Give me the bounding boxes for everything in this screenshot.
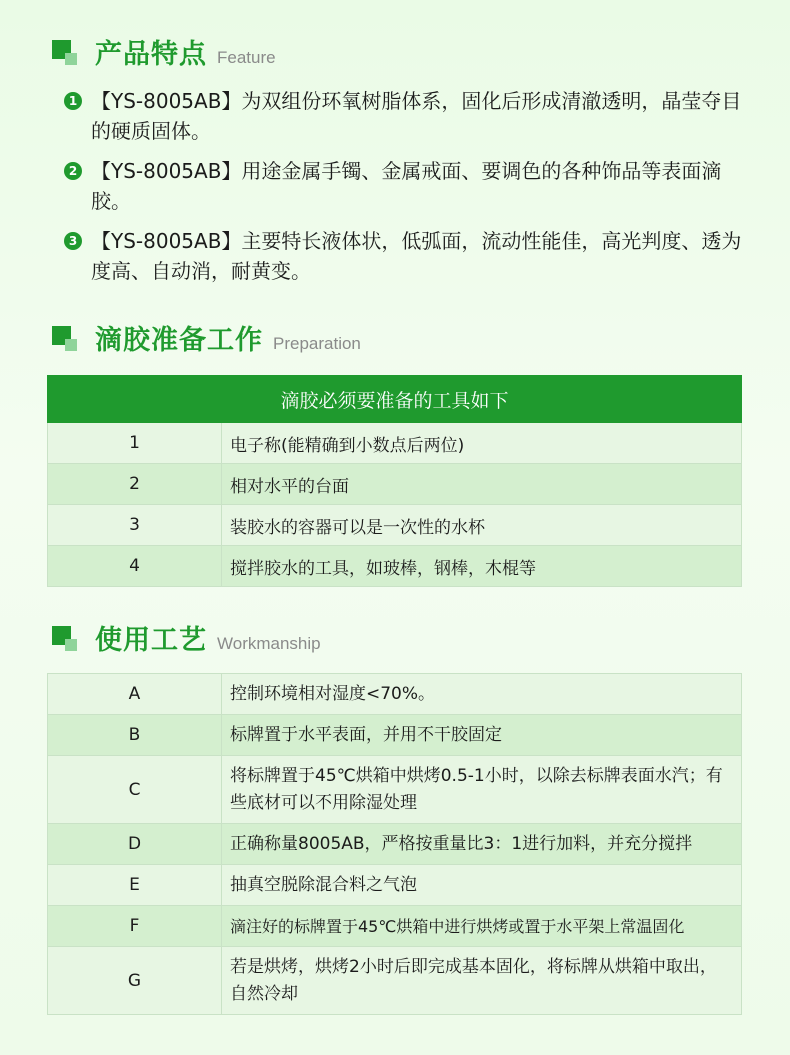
square-bullet-icon xyxy=(52,626,78,652)
table-row xyxy=(48,715,742,756)
preparation-section-header xyxy=(52,318,361,357)
row-key: 2 xyxy=(48,464,222,505)
table-row xyxy=(48,824,742,865)
row-value: 抽真空脱除混合料之气泡 xyxy=(222,865,742,906)
row-key: A xyxy=(48,674,222,715)
table-header: 滴胶必须要准备的工具如下 xyxy=(48,376,742,423)
table-row xyxy=(48,505,742,546)
section-subtitle: Feature xyxy=(217,48,276,67)
row-key: C xyxy=(48,756,222,824)
row-key: B xyxy=(48,715,222,756)
feature-item xyxy=(64,226,744,286)
section-subtitle: Workmanship xyxy=(217,634,321,653)
number-circle-icon: 1 xyxy=(64,92,82,110)
row-key: 3 xyxy=(48,505,222,546)
number-circle-icon: 2 xyxy=(64,162,82,180)
row-value: 标牌置于水平表面，并用不干胶固定 xyxy=(222,715,742,756)
table-row xyxy=(48,674,742,715)
feature-text: 【YS-8005AB】为双组份环氧树脂体系，固化后形成清澈透明，晶莹夺目的硬质固体。 xyxy=(91,89,742,143)
square-bullet-icon xyxy=(52,326,78,352)
table-row xyxy=(48,906,742,947)
preparation-table xyxy=(47,375,742,587)
row-value: 控制环境相对湿度<70%。 xyxy=(222,674,742,715)
feature-list xyxy=(64,86,744,296)
feature-section-header xyxy=(52,32,276,71)
table-row xyxy=(48,546,742,587)
workmanship-table xyxy=(47,673,742,1015)
row-value: 电子称(能精确到小数点后两位) xyxy=(222,423,742,464)
table-row xyxy=(48,756,742,824)
row-key: F xyxy=(48,906,222,947)
row-value: 若是烘烤，烘烤2小时后即完成基本固化，将标牌从烘箱中取出，自然冷却 xyxy=(222,947,742,1015)
feature-item xyxy=(64,86,744,146)
row-value: 相对水平的台面 xyxy=(222,464,742,505)
row-key: D xyxy=(48,824,222,865)
row-key: E xyxy=(48,865,222,906)
row-value: 将标牌置于45℃烘箱中烘烤0.5-1小时，以除去标牌表面水汽；有些底材可以不用除湿处理 xyxy=(222,756,742,824)
section-title: 滴胶准备工作 xyxy=(95,325,263,356)
feature-item xyxy=(64,156,744,216)
row-value: 装胶水的容器可以是一次性的水杯 xyxy=(222,505,742,546)
section-title: 使用工艺 xyxy=(95,625,207,656)
section-title: 产品特点 xyxy=(95,39,207,70)
row-value: 正确称量8005AB，严格按重量比3：1进行加料，并充分搅拌 xyxy=(222,824,742,865)
table-row xyxy=(48,947,742,1015)
feature-text: 【YS-8005AB】主要特长液体状，低弧面，流动性能佳，高光判度、透为度高、自动消，耐黄变。 xyxy=(91,229,742,283)
row-value: 滴注好的标牌置于45℃烘箱中进行烘烤或置于水平架上常温固化 xyxy=(222,906,742,947)
row-key: 4 xyxy=(48,546,222,587)
table-row xyxy=(48,423,742,464)
section-subtitle: Preparation xyxy=(273,334,361,353)
square-bullet-icon xyxy=(52,40,78,66)
workmanship-section-header xyxy=(52,618,321,657)
row-value: 搅拌胶水的工具，如玻棒，钢棒，木棍等 xyxy=(222,546,742,587)
row-key: 1 xyxy=(48,423,222,464)
feature-text: 【YS-8005AB】用途金属手镯、金属戒面、要调色的各种饰品等表面滴胶。 xyxy=(91,159,722,213)
table-row xyxy=(48,865,742,906)
number-circle-icon: 3 xyxy=(64,232,82,250)
table-row xyxy=(48,464,742,505)
row-key: G xyxy=(48,947,222,1015)
